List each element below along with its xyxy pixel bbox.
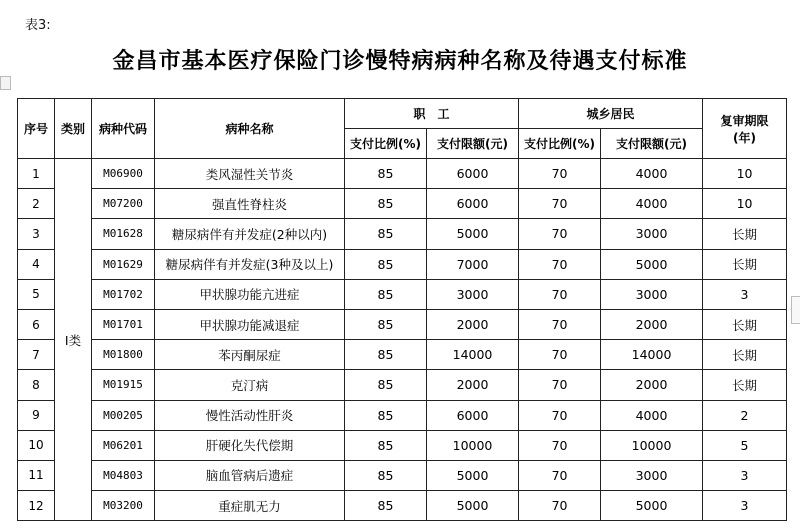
cell-res-ratio: 70 bbox=[519, 491, 601, 521]
cell-review: 10 bbox=[703, 159, 787, 189]
cell-code: M01702 bbox=[92, 279, 155, 309]
cell-code: M06900 bbox=[92, 159, 155, 189]
cell-name: 糖尿病伴有并发症(3种及以上) bbox=[155, 249, 345, 279]
cell-seq: 7 bbox=[18, 340, 55, 370]
cell-emp-limit: 3000 bbox=[427, 279, 519, 309]
cell-res-limit: 4000 bbox=[601, 159, 703, 189]
cell-emp-ratio: 85 bbox=[345, 460, 427, 490]
cell-category: I类 bbox=[55, 159, 92, 521]
cell-res-ratio: 70 bbox=[519, 219, 601, 249]
cell-code: M01629 bbox=[92, 249, 155, 279]
cell-seq: 10 bbox=[18, 430, 55, 460]
cell-emp-ratio: 85 bbox=[345, 219, 427, 249]
cell-seq: 12 bbox=[18, 491, 55, 521]
cell-res-limit: 5000 bbox=[601, 491, 703, 521]
cell-res-ratio: 70 bbox=[519, 279, 601, 309]
cell-review: 2 bbox=[703, 400, 787, 430]
cell-res-limit: 2000 bbox=[601, 309, 703, 339]
cell-name: 苯丙酮尿症 bbox=[155, 340, 345, 370]
header-code: 病种代码 bbox=[92, 99, 155, 159]
table-row bbox=[18, 430, 787, 460]
table-row bbox=[18, 370, 787, 400]
header-name: 病种名称 bbox=[155, 99, 345, 159]
cell-name: 强直性脊柱炎 bbox=[155, 189, 345, 219]
table-row bbox=[18, 279, 787, 309]
cell-res-ratio: 70 bbox=[519, 340, 601, 370]
cell-name: 重症肌无力 bbox=[155, 491, 345, 521]
cell-code: M04803 bbox=[92, 460, 155, 490]
cell-res-limit: 5000 bbox=[601, 249, 703, 279]
cell-seq: 5 bbox=[18, 279, 55, 309]
table-row bbox=[18, 340, 787, 370]
cell-emp-ratio: 85 bbox=[345, 249, 427, 279]
cell-code: M07200 bbox=[92, 189, 155, 219]
document-title: 金昌市基本医疗保险门诊慢特病病种名称及待遇支付标准 bbox=[112, 49, 688, 74]
header-employee: 职 工 bbox=[345, 99, 519, 129]
cell-review: 长期 bbox=[703, 249, 787, 279]
cell-emp-ratio: 85 bbox=[345, 370, 427, 400]
cell-res-limit: 14000 bbox=[601, 340, 703, 370]
cell-res-limit: 3000 bbox=[601, 460, 703, 490]
cell-emp-ratio: 85 bbox=[345, 279, 427, 309]
cell-review: 长期 bbox=[703, 340, 787, 370]
cell-emp-limit: 10000 bbox=[427, 430, 519, 460]
cell-review: 长期 bbox=[703, 370, 787, 400]
cell-seq: 1 bbox=[18, 159, 55, 189]
cell-res-ratio: 70 bbox=[519, 159, 601, 189]
cell-seq: 2 bbox=[18, 189, 55, 219]
cell-review: 长期 bbox=[703, 309, 787, 339]
cell-res-limit: 10000 bbox=[601, 430, 703, 460]
cell-emp-limit: 5000 bbox=[427, 219, 519, 249]
side-panel-handle[interactable] bbox=[791, 296, 800, 324]
cell-res-ratio: 70 bbox=[519, 309, 601, 339]
cell-name: 糖尿病伴有并发症(2种以内) bbox=[155, 219, 345, 249]
header-seq: 序号 bbox=[18, 99, 55, 159]
cell-emp-ratio: 85 bbox=[345, 159, 427, 189]
cell-name: 类风湿性关节炎 bbox=[155, 159, 345, 189]
table-row bbox=[18, 219, 787, 249]
header-resident-ratio: 支付比例(%) bbox=[519, 129, 601, 159]
cell-emp-limit: 6000 bbox=[427, 400, 519, 430]
cell-review: 3 bbox=[703, 460, 787, 490]
cell-name: 肝硬化失代偿期 bbox=[155, 430, 345, 460]
cell-res-ratio: 70 bbox=[519, 460, 601, 490]
insurance-table bbox=[17, 98, 787, 521]
cell-emp-limit: 2000 bbox=[427, 370, 519, 400]
cell-res-ratio: 70 bbox=[519, 370, 601, 400]
header-category: 类别 bbox=[55, 99, 92, 159]
cell-emp-limit: 7000 bbox=[427, 249, 519, 279]
cell-review: 3 bbox=[703, 279, 787, 309]
cell-emp-ratio: 85 bbox=[345, 189, 427, 219]
cell-seq: 6 bbox=[18, 309, 55, 339]
cell-code: M01915 bbox=[92, 370, 155, 400]
table-row bbox=[18, 159, 787, 189]
table-row bbox=[18, 491, 787, 521]
header-employee-limit: 支付限额(元) bbox=[427, 129, 519, 159]
cell-name: 甲状腺功能亢进症 bbox=[155, 279, 345, 309]
cell-review: 5 bbox=[703, 430, 787, 460]
cell-emp-ratio: 85 bbox=[345, 309, 427, 339]
cell-emp-limit: 5000 bbox=[427, 460, 519, 490]
cell-review: 10 bbox=[703, 189, 787, 219]
cell-res-ratio: 70 bbox=[519, 400, 601, 430]
cell-seq: 4 bbox=[18, 249, 55, 279]
cell-emp-ratio: 85 bbox=[345, 430, 427, 460]
cell-res-limit: 3000 bbox=[601, 219, 703, 249]
table-row bbox=[18, 400, 787, 430]
header-employee-ratio: 支付比例(%) bbox=[345, 129, 427, 159]
table-row bbox=[18, 189, 787, 219]
cell-emp-limit: 2000 bbox=[427, 309, 519, 339]
cell-seq: 11 bbox=[18, 460, 55, 490]
header-review bbox=[703, 99, 787, 159]
cell-name: 克汀病 bbox=[155, 370, 345, 400]
cell-code: M03200 bbox=[92, 491, 155, 521]
cell-review: 3 bbox=[703, 491, 787, 521]
table-row bbox=[18, 460, 787, 490]
cell-seq: 3 bbox=[18, 219, 55, 249]
table-move-handle[interactable] bbox=[0, 76, 11, 90]
cell-res-ratio: 70 bbox=[519, 189, 601, 219]
cell-name: 甲状腺功能减退症 bbox=[155, 309, 345, 339]
cell-seq: 9 bbox=[18, 400, 55, 430]
cell-res-limit: 4000 bbox=[601, 189, 703, 219]
cell-emp-limit: 6000 bbox=[427, 159, 519, 189]
cell-emp-limit: 14000 bbox=[427, 340, 519, 370]
cell-emp-ratio: 85 bbox=[345, 340, 427, 370]
cell-name: 脑血管病后遗症 bbox=[155, 460, 345, 490]
table-row bbox=[18, 249, 787, 279]
cell-emp-ratio: 85 bbox=[345, 491, 427, 521]
cell-emp-ratio: 85 bbox=[345, 400, 427, 430]
cell-res-limit: 4000 bbox=[601, 400, 703, 430]
cell-res-ratio: 70 bbox=[519, 249, 601, 279]
cell-res-limit: 3000 bbox=[601, 279, 703, 309]
cell-name: 慢性活动性肝炎 bbox=[155, 400, 345, 430]
cell-code: M06201 bbox=[92, 430, 155, 460]
cell-code: M01628 bbox=[92, 219, 155, 249]
header-review-line2: (年) bbox=[733, 130, 757, 145]
header-review-line1: 复审期限 bbox=[720, 113, 769, 128]
header-resident: 城乡居民 bbox=[519, 99, 703, 129]
cell-code: M01701 bbox=[92, 309, 155, 339]
header-resident-limit: 支付限额(元) bbox=[601, 129, 703, 159]
cell-emp-limit: 5000 bbox=[427, 491, 519, 521]
cell-res-ratio: 70 bbox=[519, 430, 601, 460]
cell-code: M00205 bbox=[92, 400, 155, 430]
cell-review: 长期 bbox=[703, 219, 787, 249]
table-row bbox=[18, 309, 787, 339]
cell-code: M01800 bbox=[92, 340, 155, 370]
cell-seq: 8 bbox=[18, 370, 55, 400]
cell-res-limit: 2000 bbox=[601, 370, 703, 400]
cell-emp-limit: 6000 bbox=[427, 189, 519, 219]
table-caption: 表3: bbox=[25, 18, 51, 33]
